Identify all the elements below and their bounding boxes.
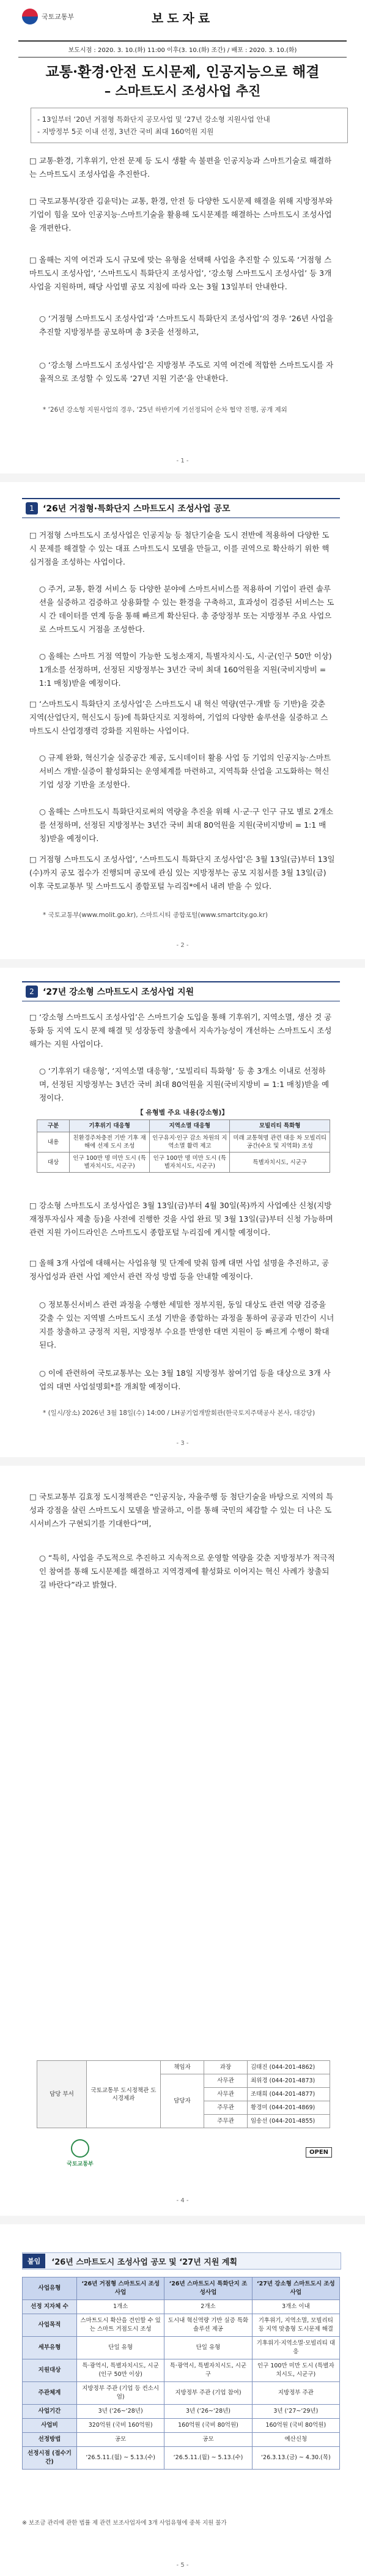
paragraph-text: 교통·환경, 기후위기, 안전 문제 등 도시 생활 속 불편을 인공지능과 스마트기술로 해결하는 스마트도시 조성사업을 추진한다. xyxy=(29,156,332,179)
row-label: 세부유형 xyxy=(23,2337,77,2359)
section-number: 2 xyxy=(26,985,38,998)
contact-person: 황경미 (044-201-4869) xyxy=(248,2101,330,2115)
table-cell: 친환경주차충전 기반 기후 재해에 선제 도시 조성 xyxy=(70,1132,150,1153)
appendix-note: ※ 보조금 관리에 관한 법률 제 관련 보조사업자에 3개 사업유형에 중복 지원 불가 xyxy=(22,2520,227,2526)
contact-title: 사무관 xyxy=(204,2088,248,2101)
contact-role: 담당자 xyxy=(161,2074,204,2128)
table-header-row xyxy=(23,2277,340,2300)
page-gap xyxy=(0,959,365,968)
table-cell: 예산신청 xyxy=(252,2433,339,2447)
ministry-logo-text: 국토교통부 xyxy=(42,13,75,21)
bullet: ○ 올해는 스마트도시 특화단지로써의 역량을 추진을 위해 시·군·구 인구 규모 별로 2개소를 선정하며, 선정된 지방정부는 3년간 국비 최대 80억원을 지원(국비지방비 = 1:1 매칭)받을 예정이다. xyxy=(39,807,334,843)
section-title: ‘26년 거점형·특화단지 스마트도시 조성사업 공모 xyxy=(43,504,230,514)
page-number: - 4 - xyxy=(176,2197,189,2204)
bullet-text: 정보통신서비스 관련 과정을 수행한 세밀한 정부지원, 동일 대상도 관련 역량 검증을 갖출 수 있는 지역별 스마트도시 조성 기반을 종합하는 과정을 통하여 공공과 민간이 시너지를 창출하고 긍정적 지원, 지방정부 수요를 반영한 대면 지원이 등 빠르게 수행이 확대된다. xyxy=(39,1300,334,1349)
footnote: * ‘26년 강소형 지원사업의 경우, ‘25년 하반기에 기선정되어 순차 협약 진행, 공개 제외 xyxy=(43,406,287,414)
summary-line: - 지방정부 5곳 이내 선정, 3년간 국비 최대 160억원 지원 xyxy=(37,127,214,136)
section-heading xyxy=(22,498,340,518)
page-number: - 3 - xyxy=(176,1440,189,1447)
table-cell: 1개소 xyxy=(77,2300,164,2314)
bullet: ○ 올해는 스마트 거점 역할이 가능한 도청소재지, 특별자치시·도, 시·군(인구 50만 이상) 1개소를 선정하며, 선정된 지방정부는 3년간 국비 최대 160억원을 지원(국비지방비 = 1:1 매칭)받을 예정이다. xyxy=(39,651,332,688)
bullet: ○ 이에 관련하여 국토교통부는 오는 3월 18일 지방정부 참여기업 등을 대상으로 3개 사업의 대면 사업설명회*를 개최할 예정이다. xyxy=(39,1368,331,1391)
table-header: 구분 xyxy=(37,1120,70,1132)
headline xyxy=(18,62,347,100)
section-heading xyxy=(22,981,340,1001)
paragraph: □ 국토교통부(장관 김윤덕)는 교통, 환경, 안전 등 다양한 도시문제 해결을 위해 지방정부와 기업이 힘을 모아 인공지능·스마트기술을 활용해 도시문제를 해결하는 스마트도시 조성사업을 개편한다. xyxy=(29,196,333,232)
paragraph: □ ‘스마트도시 특화단지 조성사업’은 스마트도시 내 혁신 역량(연구·개발 등 기반)을 갖춘 지역(산업단지, 혁신도시 등)에 특화단지로 지정하여, 기업의 다양한 솔루션을 실증하고 스마트도시 산업경쟁력 강화를 지원하는 사업이다. xyxy=(29,699,328,735)
page-gap xyxy=(0,473,365,482)
contact-title: 주무관 xyxy=(204,2101,248,2115)
appendix-tag: 붙임 xyxy=(23,2254,45,2268)
paragraph: □ 거점형 스마트도시 조성사업은 인공지능 등 첨단기술을 도시 전반에 적용하여 다양한 도시 문제를 해결할 수 있는 대표 스마트도시 모델을 만들고, 이를 권역으로 확산하기 위한 핵심거점을 조성하는 사업이다. xyxy=(29,530,330,566)
table-cell: 160억원 (국비 80억원) xyxy=(252,2419,339,2433)
table-header: 모빌리티 특화형 xyxy=(230,1120,330,1132)
page-number: - 1 - xyxy=(176,458,189,464)
table-row xyxy=(37,1153,330,1173)
row-label: 지원대상 xyxy=(23,2359,77,2382)
table-row xyxy=(23,2300,340,2314)
paragraph: □ 거점형 스마트도시 조성사업’, ‘스마트도시 특화단지 조성사업’은 3월 13일(금)부터 13일(수)까지 공모 접수가 진행되며 공모에 관심 있는 지방정부는 공모 지침서를 3월 13일(금) 이후 국토교통부 및 스마트도시 종합포털 누리집*에서 내려 받을 수 있다. xyxy=(29,855,335,891)
paragraph-text: 국토교통부(장관 김윤덕)는 교통, 환경, 안전 등 다양한 도시문제 해결을 위해 지방정부와 기업이 힘을 모아 인공지능·스마트기술을 활용해 도시문제를 해결하는 스마트도시 조성사업을 개편한다. xyxy=(29,196,333,232)
press-release-title: 보도자료 xyxy=(151,11,214,26)
section-number: 1 xyxy=(26,502,38,514)
bullet: ○ 주거, 교통, 환경 서비스 등 다양한 분야에 스마트서비스를 적용하여 기업이 관련 솔루션을 실증하고 검증하고 상용화할 수 있는 환경을 구축하고, 효과성이 검증된 서비스는 도시 간 데이터를 연계 등을 통해 빠르게 확산된다. 총 중앙정부 또는 지방정부 주요 사업으로 스마트도시 거점을 조성한다. xyxy=(39,584,334,634)
table-cell: 인구유지·인구 감소 차원의 지역소멸 활력 제고 xyxy=(150,1132,230,1153)
contact-role: 책임자 xyxy=(161,2061,204,2074)
bullet-text: 올해는 스마트 거점 역할이 가능한 도청소재지, 특별자치시·도, 시·군(인구 50만 이상) 1개소를 선정하며, 선정된 지방정부는 3년간 국비 최대 160억원을 지원(국비지방비 = 1:1 매칭)받을 예정이다. xyxy=(39,651,332,688)
bullet: ○ ‘강소형 스마트도시 조성사업’은 지방정부 주도로 지역 여건에 적합한 스마트도시를 자율적으로 조성할 수 있도록 ‘27년 지원 기준’을 안내한다. xyxy=(39,360,334,383)
type-table xyxy=(37,1119,330,1173)
table-cell: 2개소 xyxy=(164,2300,252,2314)
contact-person: 조태희 (044-201-4877) xyxy=(248,2088,330,2101)
table-cell: ‘26.5.11.(월) ~ 5.13.(수) xyxy=(77,2447,164,2470)
table-cell: 3개소 이내 xyxy=(252,2300,339,2314)
table-header: ‘26년 거점형 스마트도시 조성사업 xyxy=(77,2277,164,2300)
table-cell: 공모 xyxy=(164,2433,252,2447)
table-cell: ‘26.5.11.(월) ~ 5.13.(수) xyxy=(164,2447,252,2470)
seal-icon xyxy=(71,2139,89,2158)
table-header: 지역소멸 대응형 xyxy=(150,1120,230,1132)
table-cell: 특·광역시, 특별자치시도, 시군(인구 50만 이상) xyxy=(77,2359,164,2382)
headline-line-2: – 스마트도시 조성사업 추진 xyxy=(104,83,261,98)
page-gap xyxy=(0,2216,365,2224)
table-cell: 단일 유형 xyxy=(77,2337,164,2359)
table-cell: 미래 교통혁명 관련 대응 차 모빌리티 공간(수요 및 지역화) 조성 xyxy=(230,1132,330,1153)
row-label: 선정시점 (접수기간) xyxy=(23,2447,77,2470)
table-cell: 기후위기·지역소멸·모빌리티 대응 xyxy=(252,2337,339,2359)
paragraph-text: ‘강소형 스마트도시 조성사업’은 스마트기술 도입을 통해 기후위기, 지역소멸, 생산 것 공동화 등 지역 도시 문제 해결 및 성장동력 창출에서 지속가능성이 개선하는 스마트도시 조성해가는 지원 사업이다. xyxy=(29,1012,332,1049)
paragraph: □ ‘강소형 스마트도시 조성사업’은 스마트기술 도입을 통해 기후위기, 지역소멸, 생산 것 공동화 등 지역 도시 문제 해결 및 성장동력 창출에서 지속가능성이 개선하는 스마트도시 조성해가는 지원 사업이다. xyxy=(29,1012,332,1049)
bullet-text: ‘강소형 스마트도시 조성사업’은 지방정부 주도로 지역 여건에 적합한 스마트도시를 자율적으로 조성할 수 있도록 ‘27년 지원 기준’을 안내한다. xyxy=(39,360,334,383)
open-license-badge: OPEN xyxy=(306,2147,332,2158)
table-header: 기후위기 대응형 xyxy=(70,1120,150,1132)
paragraph: □ 국토교통부 김효정 도시정책관은 “인공지능, 자율주행 등 첨단기술을 바탕으로 지역의 특성과 강점을 살린 스마트도시 모델을 발굴하고, 이를 통해 국민의 체감할 수 있는 더 나은 도시서비스가 구현되기를 기대한다”며, xyxy=(29,1492,333,1528)
table-row xyxy=(23,2359,340,2382)
table-header: 사업유형 xyxy=(23,2277,77,2300)
table-cell: 인구 100만 명 미만 도시 (특별자치시도, 시군구) xyxy=(150,1153,230,1173)
contact-person: 최위경 (044-201-4873) xyxy=(248,2074,330,2088)
table-row xyxy=(23,2405,340,2419)
table-row xyxy=(23,2419,340,2433)
contact-person: 김태진 (044-201-4862) xyxy=(248,2061,330,2074)
dept-name: 국토교통부 도시정책관 도시경제과 xyxy=(87,2061,161,2128)
footnote: * 국토교통부(www.molit.go.kr), 스마트시티 종합포털(www.smartcity.go.kr) xyxy=(43,911,268,919)
paragraph-text: 국토교통부 김효정 도시정책관은 “인공지능, 자율주행 등 첨단기술을 바탕으로 지역의 특성과 강점을 살린 스마트도시 모델을 발굴하고, 이를 통해 국민의 체감할 수 있는 더 나은 도시서비스가 구현되기를 기대한다”며, xyxy=(29,1492,333,1528)
bullet: ○ ‘거점형 스마트도시 조성사업’과 ‘스마트도시 특화단지 조성사업’의 경우 ‘26년 사업을 추진할 지방정부를 공모하며 총 3곳을 선정하고, xyxy=(39,314,333,336)
appendix-heading xyxy=(22,2252,341,2270)
headline-line-1: 교통·환경·안전 도시문제, 인공지능으로 해결 xyxy=(45,64,320,80)
paragraph: □ 교통·환경, 기후위기, 안전 문제 등 도시 생활 속 불편을 인공지능과 스마트기술로 해결하는 스마트도시 조성사업을 추진한다. xyxy=(29,156,332,179)
table-cell: 160억원 (국비 80억원) xyxy=(164,2419,252,2433)
table-cell: 지방정부 주관 xyxy=(252,2382,339,2405)
paragraph-text: 거점형 스마트도시 조성사업’, ‘스마트도시 특화단지 조성사업’은 3월 13일(금)부터 13일(수)까지 공모 접수가 진행되며 공모에 관심 있는 지방정부는 공모 지침서를 3월 13일(금) 이후 국토교통부 및 스마트도시 종합포털 누리집*에서 내려 받을 수 있다. xyxy=(29,855,335,891)
table-cell: 특·광역시, 특별자치시도, 시군구 xyxy=(164,2359,252,2382)
appendix-title: ‘26년 스마트도시 조성사업 공모 및 ‘27년 지원 계획 xyxy=(51,2257,238,2267)
footnote: * (일시/장소) 2026년 3월 18일(수) 14:00 / LH공기업개발회관(한국토지주택공사 본사, 대강당) xyxy=(43,1409,315,1417)
table-row xyxy=(37,2061,330,2074)
page-1 xyxy=(0,0,365,473)
row-label: 선정 지자체 수 xyxy=(23,2300,77,2314)
page-gap xyxy=(0,1457,365,1466)
page-number: - 2 - xyxy=(176,942,189,949)
paragraph: □ 올해 3개 사업에 대해서는 사업유형 및 단계에 맞춰 함께 대면 사업 설명을 추진하고, 공정사업성과 관련 사업 제안서 관련 작성 방법 등을 안내할 예정이다. xyxy=(29,1258,330,1281)
row-label: 사업비 xyxy=(23,2419,77,2433)
bullet: ○ 규제 완화, 혁신기술 실증공간 제공, 도시데이터 활용 사업 등 기업의 인공지능·스마트서비스 개발·실증이 활성화되는 운영체계를 마련하고, 지역특화 산업을 고도화하는 혁신기업 성장 기반을 조성한다. xyxy=(39,753,331,789)
contact-table xyxy=(37,2060,330,2128)
table-cell: 도시내 혁신역량 기반 실증 특화 솔루션 제공 xyxy=(164,2314,252,2337)
table-cell: 대상 xyxy=(37,1153,70,1173)
summary-line: - 13일부터 ‘20년 거점형 특화단지 공모사업 및 ‘27년 강소형 지원사업 안내 xyxy=(37,115,270,124)
table-row xyxy=(23,2447,340,2470)
table-cell: 공모 xyxy=(77,2433,164,2447)
table-row xyxy=(23,2382,340,2405)
table-cell: 인구 100만 명 미만 도시 (특별자치시도, 시군구) xyxy=(70,1153,150,1173)
ministry-seal xyxy=(59,2135,101,2172)
bullet-text: “특히, 사업을 주도적으로 추진하고 지속적으로 운영할 역량을 갖춘 지방정부가 적극적인 참여를 통해 도시문제를 해결하고 지역경제에 활성화로 이어지는 혁신 사례가 창출되길 바란다”라고 밝혔다. xyxy=(39,1553,335,1589)
table-cell: 특별자치시도, 시군구 xyxy=(230,1153,330,1173)
contact-person: 임송선 (044-201-4855) xyxy=(248,2115,330,2128)
seal-text: 국토교통부 xyxy=(67,2161,94,2167)
row-label: 사업기간 xyxy=(23,2405,77,2419)
page-2 xyxy=(0,482,365,959)
summary-box xyxy=(31,108,348,143)
paragraph-text: 올해 3개 사업에 대해서는 사업유형 및 단계에 맞춰 함께 대면 사업 설명을 추진하고, 공정사업성과 관련 사업 제안서 관련 작성 방법 등을 안내할 예정이다. xyxy=(29,1258,330,1281)
table-header: ‘26년 스마트도시 특화단지 조성사업 xyxy=(164,2277,252,2300)
table-cell: 기후위기, 지역소멸, 모빌리티 등 지역 맞춤형 도시문제 해결 xyxy=(252,2314,339,2337)
table-row xyxy=(23,2433,340,2447)
bullet-text: 이에 관련하여 국토교통부는 오는 3월 18일 지방정부 참여기업 등을 대상으로 3개 사업의 대면 사업설명회*를 개최할 예정이다. xyxy=(39,1368,331,1391)
table-cell: 내용 xyxy=(37,1132,70,1153)
table-cell: 지방정부 주관 (기업 등 컨소시엄) xyxy=(77,2382,164,2405)
paragraph-text: 올해는 지역 여건과 도시 규모에 맞는 유형을 선택해 사업을 추진할 수 있도록 ‘거점형 스마트도시 조성사업’, ‘스마트도시 특화단지 조성사업’, ‘강소형 스마트도시 조성사업’ 등 3개 사업을 지원하며, 해당 사업별 공모 지침에 따라 오는 3월 13일부터 안내한다. xyxy=(29,255,332,291)
table-cell: 인구 100만 미만 도시 (특별자치시도, 시군구) xyxy=(252,2359,339,2382)
table-row xyxy=(23,2314,340,2337)
row-label: 주관체계 xyxy=(23,2382,77,2405)
table-cell: 단일 유형 xyxy=(164,2337,252,2359)
paragraph-text: 거점형 스마트도시 조성사업은 인공지능 등 첨단기술을 도시 전반에 적용하여 다양한 도시 문제를 해결할 수 있는 대표 스마트도시 모델을 만들고, 이를 권역으로 확산하기 위한 핵심거점을 조성하는 사업이다. xyxy=(29,530,330,566)
contact-title: 주무관 xyxy=(204,2115,248,2128)
bullet: ○ 정보통신서비스 관련 과정을 수행한 세밀한 정부지원, 동일 대상도 관련 역량 검증을 갖출 수 있는 지역별 스마트도시 조성 기반을 종합하는 과정을 통하여 공공과 민간이 시너지를 창출하고 긍정적 지원, 지방정부 수요를 반영한 대면 지원이 등 빠르게 수행이 확대된다. xyxy=(39,1300,334,1349)
table-cell: 스마트도시 확산을 견인할 수 있는 스마트 거점도시 조성 xyxy=(77,2314,164,2337)
bullet: ○ ‘기후위기 대응형’, ‘지역소멸 대응형’, ‘모빌리티 특화형’ 등 총 3개소 이내로 선정하며, 선정된 지방정부는 3년간 국비 최대 80억원을 지원(국비지방비 = 1:1 매칭)받을 예정이다. xyxy=(39,1066,330,1102)
table-cell: 320억원 (국비 160억원) xyxy=(77,2419,164,2433)
contact-title: 과장 xyxy=(204,2061,248,2074)
table-caption: 【 유형별 주요 내용(강소형)】 xyxy=(136,1108,229,1116)
paragraph-text: ‘스마트도시 특화단지 조성사업’은 스마트도시 내 혁신 역량(연구·개발 등 기반)을 갖춘 지역(산업단지, 혁신도시 등)에 특화단지로 지정하여, 기업의 다양한 솔루션을 실증하고 스마트도시 산업경쟁력 강화를 지원하는 사업이다. xyxy=(29,699,328,735)
table-cell: 3년 (‘26~‘28년) xyxy=(164,2405,252,2419)
row-label: 선정방법 xyxy=(23,2433,77,2447)
appendix-table xyxy=(22,2277,340,2470)
table-cell: 3년 (‘26~‘28년) xyxy=(77,2405,164,2419)
dateline: 보도시점 : 2020. 3. 10.(화) 11:00 이후(3. 10.(화) 조간) / 배포 : 2020. 3. 10.(화) xyxy=(18,40,347,58)
paragraph-text: 강소형 스마트도시 조성사업은 3월 13일(금)부터 4월 30일(목)까지 사업예산 신청(지방재정투자심사 제출 등)을 사전에 진행한 것을 사업 완료 및 3월 13일(금)부터 신청 가능하며 관련 지원 가이드라인은 스마트도시 종합포털 누리집에 게시할 예정이다. xyxy=(29,1201,333,1237)
section-title: ‘27년 강소형 스마트도시 조성사업 지원 xyxy=(43,987,194,997)
table-cell: ‘26.3.13.(금) ~ 4.30.(목) xyxy=(252,2447,339,2470)
paragraph: □ 강소형 스마트도시 조성사업은 3월 13일(금)부터 4월 30일(목)까지 사업예산 신청(지방재정투자심사 제출 등)을 사전에 진행한 것을 사업 완료 및 3월 13일(금)부터 신청 가능하며 관련 지원 가이드라인은 스마트도시 종합포털 누리집에 게시할 예정이다. xyxy=(29,1201,333,1237)
bullet: ○ “특히, 사업을 주도적으로 추진하고 지속적으로 운영할 역량을 갖춘 지방정부가 적극적인 참여를 통해 도시문제를 해결하고 지역경제에 활성화로 이어지는 혁신 사례가 창출되길 바란다”라고 밝혔다. xyxy=(39,1553,335,1589)
table-row xyxy=(37,1132,330,1153)
contact-title: 사무관 xyxy=(204,2074,248,2088)
table-cell: 3년 (‘27~‘29년) xyxy=(252,2405,339,2419)
page-3 xyxy=(0,968,365,1457)
bullet-text: ‘기후위기 대응형’, ‘지역소멸 대응형’, ‘모빌리티 특화형’ 등 총 3개소 이내로 선정하며, 선정된 지방정부는 3년간 국비 최대 80억원을 지원(국비지방비 = 1:1 매칭)받을 예정이다. xyxy=(39,1066,330,1102)
bullet-text: 주거, 교통, 환경 서비스 등 다양한 분야에 스마트서비스를 적용하여 기업이 관련 솔루션을 실증하고 검증하고 상용화할 수 있는 환경을 구축하고, 효과성이 검증된 서비스는 도시 간 데이터를 연계 등을 통해 빠르게 확산된다. 총 중앙정부 또는 지방정부 주요 사업으로 스마트도시 거점을 조성한다. xyxy=(39,584,334,634)
bullet-text: ‘거점형 스마트도시 조성사업’과 ‘스마트도시 특화단지 조성사업’의 경우 ‘26년 사업을 추진할 지방정부를 공모하며 총 3곳을 선정하고, xyxy=(39,314,333,336)
page-number: - 5 - xyxy=(176,2562,189,2569)
table-cell: 지방정부 주관 (기업 참여) xyxy=(164,2382,252,2405)
table-header: ‘27년 강소형 스마트도시 조성사업 xyxy=(252,2277,339,2300)
bullet-text: 규제 완화, 혁신기술 실증공간 제공, 도시데이터 활용 사업 등 기업의 인공지능·스마트서비스 개발·실증이 활성화되는 운영체계를 마련하고, 지역특화 산업을 고도화하는 혁신기업 성장 기반을 조성한다. xyxy=(39,753,331,789)
paragraph: □ 올해는 지역 여건과 도시 규모에 맞는 유형을 선택해 사업을 추진할 수 있도록 ‘거점형 스마트도시 조성사업’, ‘스마트도시 특화단지 조성사업’, ‘강소형 스마트도시 조성사업’ 등 3개 사업을 지원하며, 해당 사업별 공모 지침에 따라 오는 3월 13일부터 안내한다. xyxy=(29,255,332,291)
table-row xyxy=(23,2337,340,2359)
dept-label: 담당 부서 xyxy=(37,2061,87,2128)
bullet-text: 올해는 스마트도시 특화단지로써의 역량을 추진을 위해 시·군·구 인구 규모 별로 2개소를 선정하며, 선정된 지방정부는 3년간 국비 최대 80억원을 지원(국비지방비 = 1:1 매칭)받을 예정이다. xyxy=(39,807,334,843)
row-label: 사업목적 xyxy=(23,2314,77,2337)
